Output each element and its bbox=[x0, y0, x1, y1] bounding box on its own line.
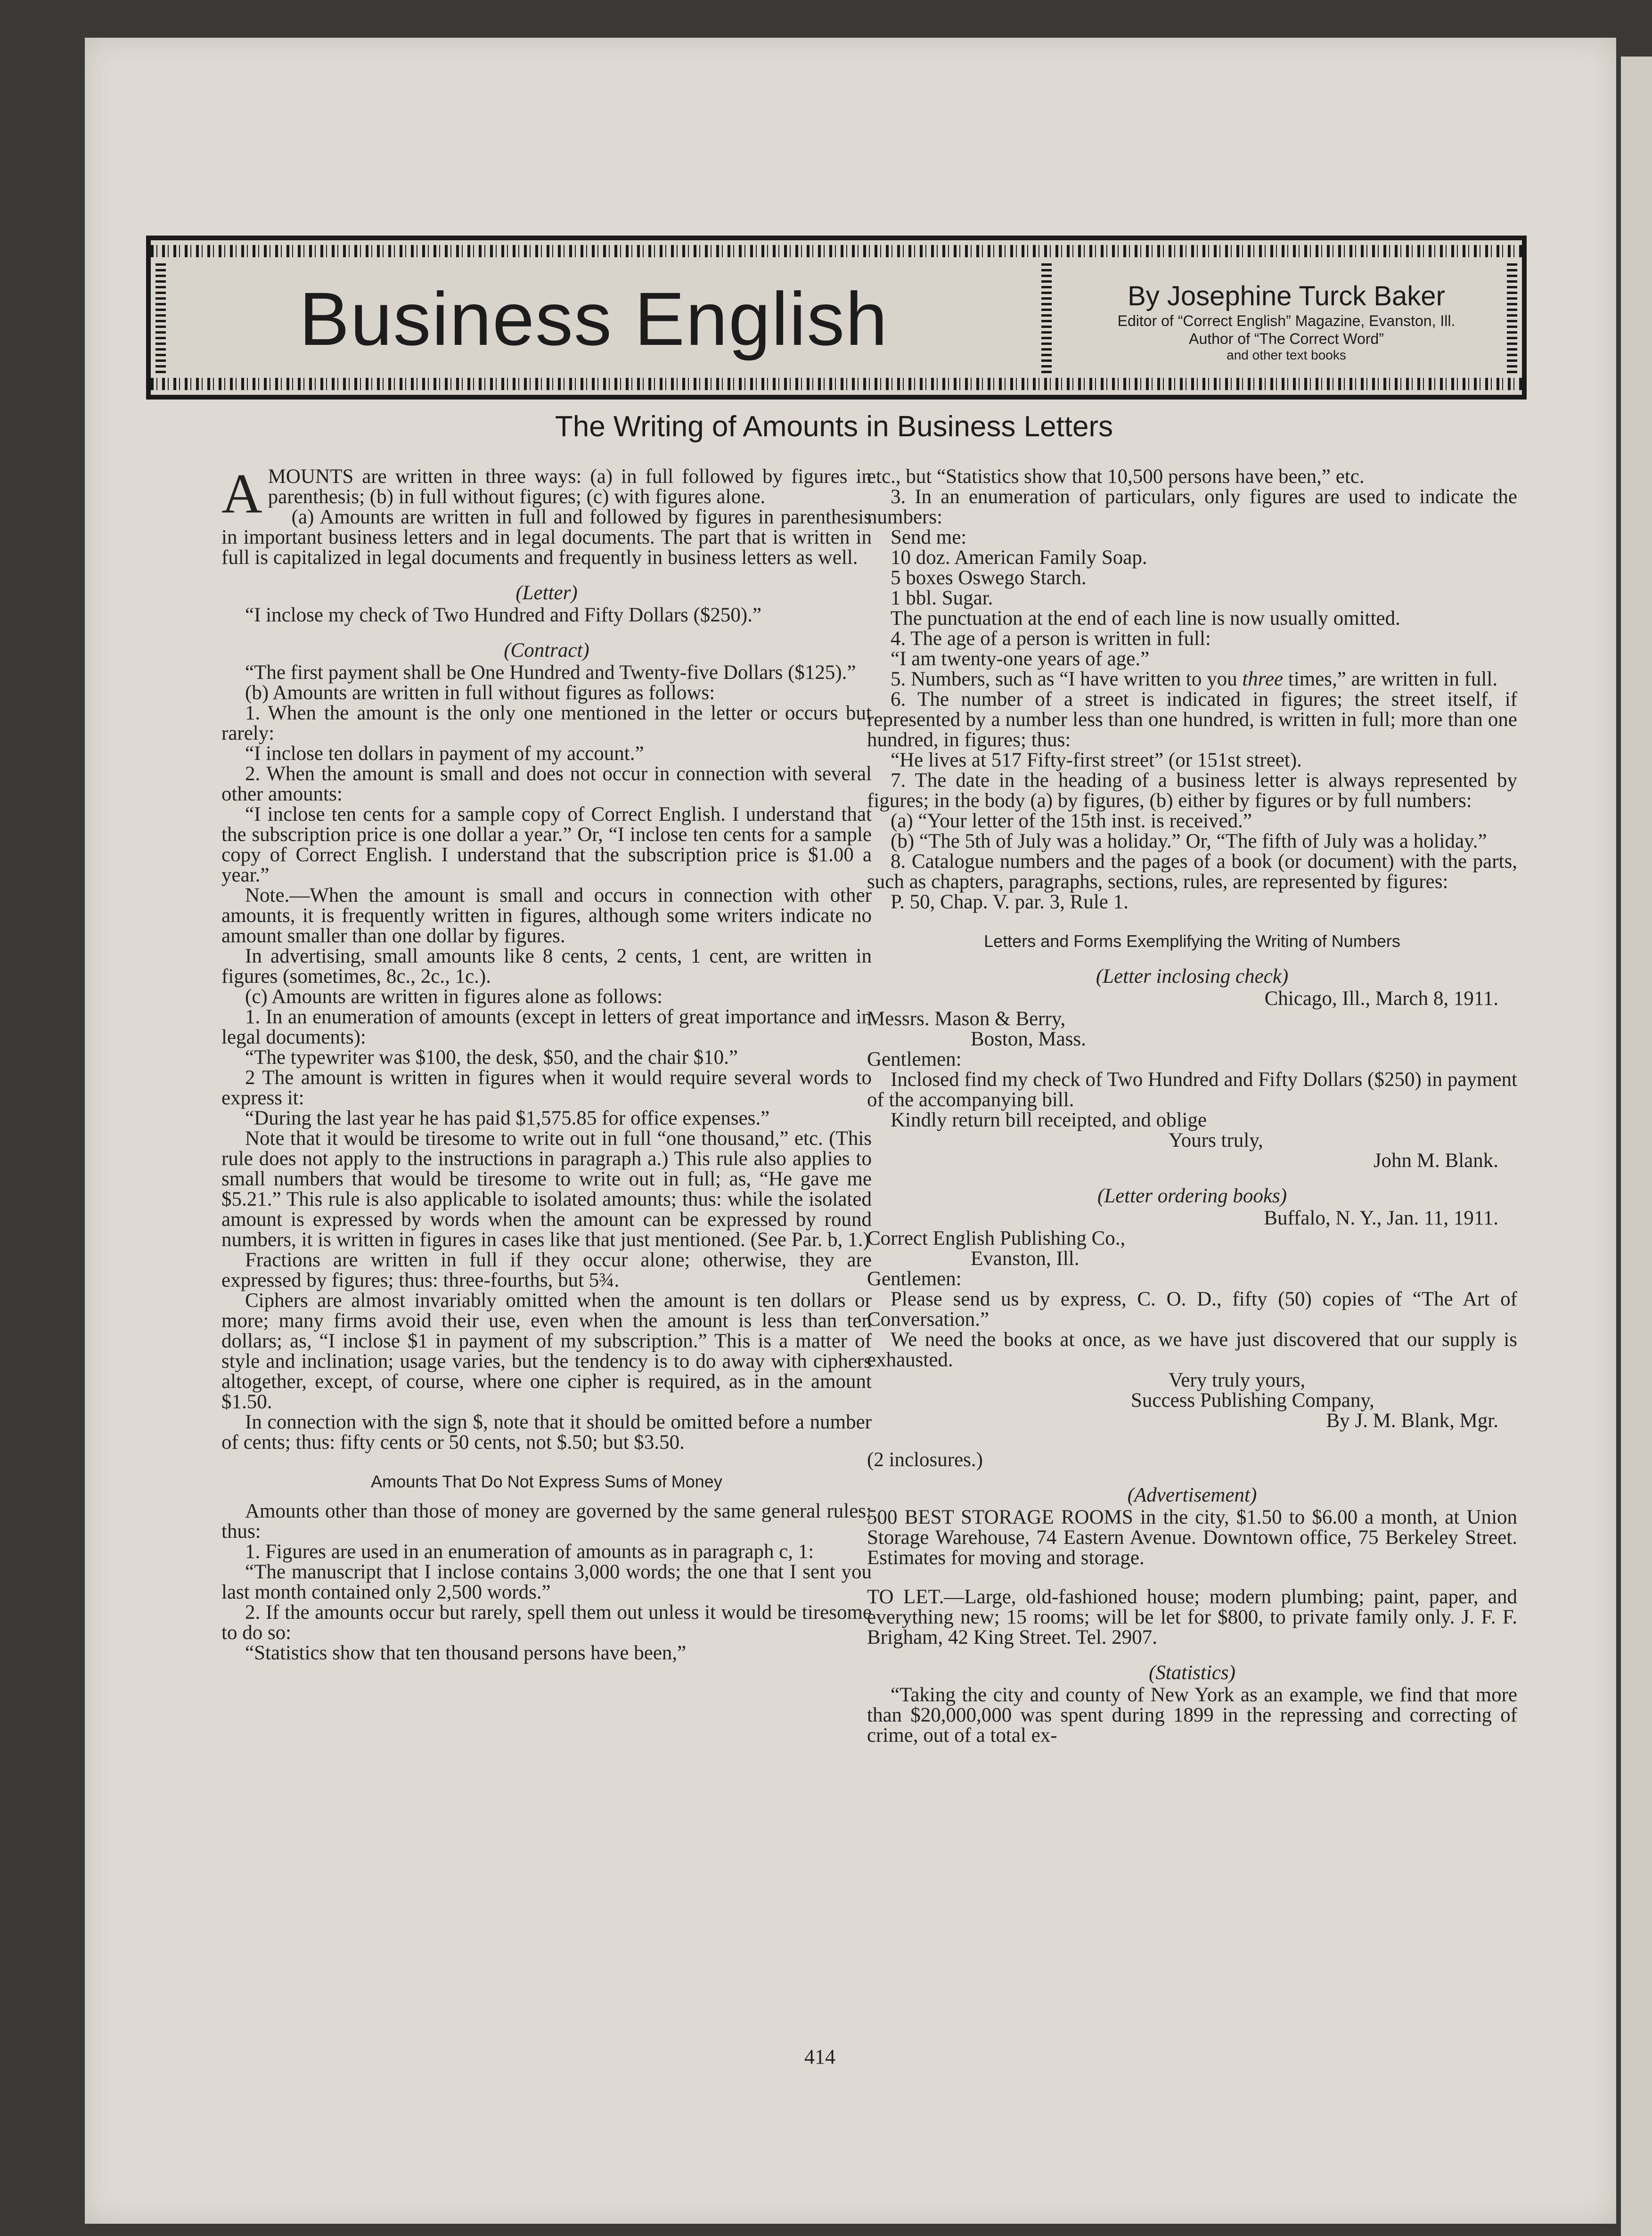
paragraph: “The manuscript that I inclose contains 3,000 words; the one that I sent you last month contained only 2,500 words.” bbox=[221, 1561, 872, 1603]
letter-salutation: Gentlemen: bbox=[867, 1048, 962, 1070]
paragraph: Note.—When the amount is small and occurs in connection with other amounts, it is frequently written in figures, although some writers indicate no amount smaller than one dollar by figures. bbox=[221, 884, 872, 947]
banner-border-bottom bbox=[151, 378, 1522, 390]
page-number: 414 bbox=[804, 2045, 835, 2068]
paragraph: “I inclose my check of Two Hundred and Fifty Dollars ($250).” bbox=[245, 604, 761, 626]
article-title: The Writing of Amounts in Business Letters bbox=[555, 410, 1113, 443]
paragraph: Ciphers are almost invariably omitted when the amount is ten dollars or more; many firms avoid their use, even when the amount is less than ten dollars; as, “I inclose $1 in payment of my subscription.” This is a matter of style and inclination; usage varies, but the tendency is to do away with ciphers altogether, except, of course, where one cipher is required, as in the amount $1.50. bbox=[221, 1289, 872, 1413]
letter-body: Kindly return bill receipted, and oblige bbox=[891, 1109, 1207, 1131]
paragraph: In connection with the sign $, note that it should be omitted before a number of cents; thus: fifty cents or 50 cents, not $.50; but $3.50. bbox=[221, 1411, 872, 1453]
editor-line: Editor of “Correct English” Magazine, Evanston, Ill. bbox=[1117, 312, 1456, 329]
author-name: By Josephine Turck Baker bbox=[1128, 281, 1445, 311]
paragraph: P. 50, Chap. V. par. 3, Rule 1. bbox=[891, 891, 1129, 913]
other-books-line: and other text books bbox=[1227, 348, 1346, 362]
paragraph-text: MOUNTS are written in three ways: (a) in full followed by figures in parenthesis; (b) in full without figures; (c) with figures alone. bbox=[268, 465, 872, 508]
subheading: Amounts That Do Not Express Sums of Money bbox=[371, 1472, 722, 1491]
paragraph bbox=[221, 462, 872, 525]
paragraph: (b) Amounts are written in full without figures as follows: bbox=[245, 682, 715, 704]
spacer bbox=[867, 1431, 1517, 1450]
paragraph: 1. When the amount is the only one mentioned in the letter or occurs but rarely: bbox=[221, 702, 872, 744]
letter-body: We need the books at once, as we have just discovered that our supply is exhausted. bbox=[867, 1329, 1517, 1371]
drop-cap: A bbox=[221, 462, 262, 525]
letter-company: Success Publishing Company, bbox=[1131, 1389, 1374, 1412]
paragraph-text: times,” are written in full. bbox=[1283, 668, 1498, 690]
paragraph bbox=[867, 669, 1517, 689]
letter-salutation: Gentlemen: bbox=[867, 1268, 962, 1290]
letter-body: Please send us by express, C. O. D., fifty (50) copies of “The Art of Conversation.” bbox=[867, 1288, 1517, 1330]
paragraph: etc., but “Statistics show that 10,500 persons have been,” etc. bbox=[867, 465, 1365, 488]
example-heading-text: (Statistics) bbox=[1149, 1662, 1235, 1684]
paragraph: Amounts other than those of money are governed by the same general rules; thus: bbox=[221, 1500, 872, 1542]
advertisement: TO LET.—Large, old-fashioned house; modern plumbing; paint, paper, and everything new; 15 rooms; will be let for $800, to private family only. J. F. F. Brigham, 42 King Street. Tel. 2907. bbox=[867, 1586, 1517, 1648]
paragraph: 7. The date in the heading of a business letter is always represented by figures; in the body (a) by figures, (b) either by figures or by full numbers: bbox=[867, 769, 1517, 812]
letter-date: Buffalo, N. Y., Jan. 11, 1911. bbox=[1264, 1207, 1498, 1229]
advertisement: 500 BEST STORAGE ROOMS in the city, $1.50 to $6.00 a month, at Union Storage Warehouse, 74 Eastern Avenue. Downtown office, 75 Berkeley Street. Estimates for moving and storage. bbox=[867, 1506, 1517, 1569]
example-heading-text: (Advertisement) bbox=[1127, 1484, 1257, 1506]
example-heading bbox=[867, 1485, 1517, 1505]
letter-body: Inclosed find my check of Two Hundred and Fifty Dollars ($250) in payment of the accompanying bill. bbox=[867, 1069, 1517, 1111]
banner-border-left bbox=[155, 262, 166, 373]
letter-closing: Very truly yours, bbox=[1169, 1369, 1306, 1391]
example-heading-text: (Letter) bbox=[515, 582, 578, 604]
right-column bbox=[867, 466, 1517, 1746]
byline bbox=[1060, 280, 1513, 363]
paragraph: 6. The number of a street is indicated in figures; the street itself, if represented by a number less than one hundred, is written in full; more than one hundred, in figures; thus: bbox=[867, 688, 1517, 751]
paragraph: 2. If the amounts occur but rarely, spell them out unless it would be tiresome to do so: bbox=[221, 1601, 872, 1644]
next-page-edge bbox=[1621, 57, 1652, 2236]
letter-signature: By J. M. Blank, Mgr. bbox=[1326, 1410, 1498, 1432]
paragraph: “I inclose ten cents for a sample copy of Correct English. I understand that the subscription price is one dollar a year.” Or, “I inclose ten cents for a sample copy of Correct English. I understand that the subscription price is $1.00 a year.” bbox=[221, 803, 872, 886]
paragraph: In advertising, small amounts like 8 cents, 2 cents, 1 cent, are written in figures (sometimes, 8c., 2c., 1c.). bbox=[221, 945, 872, 987]
paragraph: (a) “Your letter of the 15th inst. is received.” bbox=[891, 810, 1252, 832]
letter-signature: John M. Blank. bbox=[1373, 1150, 1498, 1172]
paragraph: (b) “The 5th of July was a holiday.” Or, “The fifth of July was a holiday.” bbox=[891, 830, 1487, 852]
spacer bbox=[867, 1568, 1517, 1587]
letter-enclosures: (2 inclosures.) bbox=[867, 1449, 983, 1471]
example-heading bbox=[867, 966, 1517, 987]
list-item: 10 doz. American Family Soap. bbox=[891, 547, 1147, 569]
example-heading bbox=[221, 640, 872, 661]
paragraph: “I am twenty-one years of age.” bbox=[891, 648, 1150, 670]
subheading: Letters and Forms Exemplifying the Writing of Numbers bbox=[984, 931, 1400, 951]
left-column bbox=[221, 462, 872, 1664]
paragraph: “Statistics show that ten thousand persons have been,” bbox=[245, 1642, 687, 1664]
paragraph: (c) Amounts are written in figures alone as follows: bbox=[245, 986, 663, 1008]
paragraph: (a) Amounts are written in full and followed by figures in parenthesis in important business letters and in legal documents. The part that is written in full is capitalized in legal documents and frequently in business letters as well. bbox=[221, 506, 872, 569]
example-heading-text: (Letter inclosing check) bbox=[1096, 965, 1289, 987]
list-item: 1 bbl. Sugar. bbox=[891, 587, 993, 609]
paragraph: “The typewriter was $100, the desk, $50, and the chair $10.” bbox=[245, 1046, 738, 1069]
list-item: Send me: bbox=[891, 526, 967, 548]
letter-addressee: Correct English Publishing Co., bbox=[867, 1227, 1126, 1249]
paragraph: “During the last year he has paid $1,575.85 for office expenses.” bbox=[245, 1107, 770, 1129]
section-title: Business English bbox=[299, 277, 889, 361]
author-of-line: Author of “The Correct Word” bbox=[1189, 330, 1384, 347]
paragraph: Note that it would be tiresome to write out in full “one thousand,” etc. (This rule does not apply to the instructions in paragraph a.) This rule also applies to small numbers that would be tiresome to write out in full; as, “He gave me $5.21.” This rule is also applicable to isolated amounts; thus: while the isolated amount is expressed by words when the amount can be expressed by round numbers, it is written in figures in cases like that just mentioned. (See Par. b, 1.) bbox=[221, 1127, 872, 1251]
example-heading bbox=[221, 583, 872, 603]
list-item: 5 boxes Oswego Starch. bbox=[891, 567, 1087, 589]
example-heading bbox=[867, 1663, 1517, 1683]
paragraph: The punctuation at the end of each line is now usually omitted. bbox=[891, 607, 1400, 629]
paragraph: “He lives at 517 Fifty-first street” (or 151st street). bbox=[891, 749, 1302, 771]
paragraph: Fractions are written in full if they occur alone; otherwise, they are expressed by figures; thus: three-fourths, but 5¾. bbox=[221, 1249, 872, 1291]
paragraph: 3. In an enumeration of particulars, only figures are used to indicate the numbers: bbox=[867, 486, 1517, 528]
example-heading-text: (Letter ordering books) bbox=[1097, 1185, 1287, 1207]
paragraph: 4. The age of a person is written in full: bbox=[891, 628, 1211, 650]
banner-divider bbox=[1041, 262, 1052, 373]
paragraph: 2. When the amount is small and does not occur in connection with several other amounts: bbox=[221, 763, 872, 805]
letter-date: Chicago, Ill., March 8, 1911. bbox=[1264, 987, 1498, 1010]
paragraph: “I inclose ten dollars in payment of my account.” bbox=[245, 743, 644, 765]
paragraph: 1. Figures are used in an enumeration of amounts as in paragraph c, 1: bbox=[245, 1541, 814, 1563]
header-banner bbox=[146, 236, 1527, 400]
emphasis: three bbox=[1242, 668, 1284, 690]
paragraph: 2 The amount is written in figures when it would require several words to express it: bbox=[221, 1067, 872, 1109]
letter-city: Boston, Mass. bbox=[971, 1028, 1086, 1050]
banner-border-top bbox=[151, 245, 1522, 257]
example-heading bbox=[867, 1186, 1517, 1206]
letter-city: Evanston, Ill. bbox=[971, 1248, 1080, 1270]
paragraph: 8. Catalogue numbers and the pages of a book (or document) with the parts, such as chapters, paragraphs, sections, rules, are represented by figures: bbox=[867, 850, 1517, 893]
paragraph: 1. In an enumeration of amounts (except in letters of great importance and in legal documents): bbox=[221, 1006, 872, 1048]
example-heading-text: (Contract) bbox=[504, 639, 589, 661]
letter-addressee: Messrs. Mason & Berry, bbox=[867, 1008, 1066, 1030]
paragraph: “Taking the city and county of New York as an example, we find that more than $20,000,000 was spent during 1899 in the repressing and correcting of crime, out of a total ex- bbox=[867, 1684, 1517, 1746]
paragraph-text: 5. Numbers, such as “I have written to you bbox=[891, 668, 1243, 690]
letter-closing: Yours truly, bbox=[1169, 1129, 1263, 1151]
paragraph: “The first payment shall be One Hundred and Twenty-five Dollars ($125).” bbox=[245, 661, 856, 684]
